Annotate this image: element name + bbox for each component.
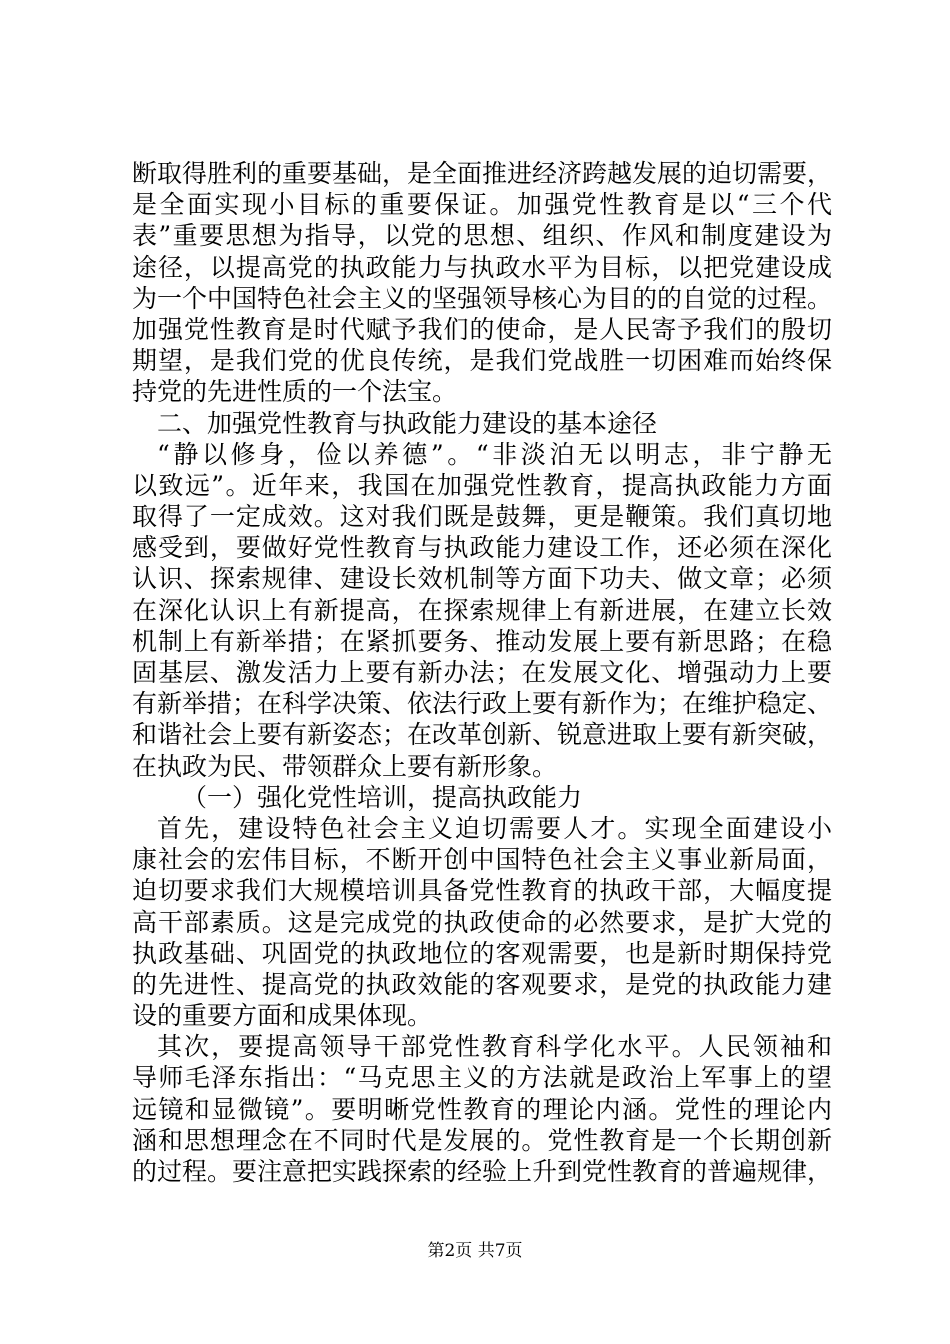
text-line: 以致远”。近年来，我国在加强党性教育，提高执政能力方面 bbox=[132, 470, 832, 500]
page-number-footer: 第2页 共7页 bbox=[427, 1241, 523, 1261]
text-line: 远镜和显微镜”。要明晰党性教育的理论内涵。党性的理论内 bbox=[132, 1094, 832, 1124]
text-line: 途径，以提高党的执政能力与执政水平为目标，以把党建设成 bbox=[132, 252, 832, 282]
text-line: 持党的先进性质的一个法宝。 bbox=[132, 377, 458, 407]
text-line: 其次，要提高领导干部党性教育科学化水平。人民领袖和 bbox=[157, 1032, 832, 1062]
subsection-heading: （一）强化党性培训，提高执政能力 bbox=[182, 782, 583, 812]
text-line: 认识、探索规律、建设长效机制等方面下功夫、做文章；必须 bbox=[132, 564, 832, 594]
text-line: 和谐社会上要有新姿态；在改革创新、锐意进取上要有新突破， bbox=[132, 720, 832, 750]
text-line: 为一个中国特色社会主义的坚强领导核心为目的的自觉的过程。 bbox=[132, 283, 832, 313]
section-heading: 二、加强党性教育与执政能力建设的基本途径 bbox=[157, 408, 658, 438]
text-line: 断取得胜利的重要基础，是全面推进经济跨越发展的迫切需要， bbox=[132, 159, 832, 188]
text-line: 固基层、激发活力上要有新办法；在发展文化、增强动力上要 bbox=[132, 658, 832, 687]
text-line: 首先，建设特色社会主义迫切需要人才。实现全面建设小 bbox=[157, 813, 832, 843]
text-line: 高干部素质。这是完成党的执政使命的必然要求，是扩大党的 bbox=[132, 907, 832, 937]
text-line: 的先进性、提高党的执政效能的客观要求，是党的执政能力建 bbox=[132, 969, 832, 999]
text-line: 取得了一定成效。这对我们既是鼓舞，更是鞭策。我们真切地 bbox=[132, 502, 832, 532]
text-line: 有新举措；在科学决策、依法行政上要有新作为；在维护稳定、 bbox=[132, 689, 832, 719]
text-line: 的过程。要注意把实践探索的经验上升到党性教育的普遍规律， bbox=[132, 1157, 832, 1186]
text-line: 涵和思想理念在不同时代是发展的。党性教育是一个长期创新 bbox=[132, 1125, 832, 1155]
text-line: 在执政为民、带领群众上要有新形象。 bbox=[132, 751, 558, 781]
body-text bbox=[132, 158, 832, 1187]
text-line: 表”重要思想为指导，以党的思想、组织、作风和制度建设为 bbox=[132, 221, 832, 251]
text-line: 机制上有新举措；在紧抓要务、推动发展上要有新思路；在稳 bbox=[132, 626, 832, 656]
text-line: 导师毛泽东指出：“马克思主义的方法就是政治上军事上的望 bbox=[132, 1063, 832, 1093]
text-line: 是全面实现小目标的重要保证。加强党性教育是以“三个代 bbox=[132, 190, 832, 220]
text-line: 康社会的宏伟目标，不断开创中国特色社会主义事业新局面， bbox=[132, 845, 832, 875]
text-line: 在深化认识上有新提高，在探索规律上有新进展，在建立长效 bbox=[132, 595, 832, 625]
text-line: 设的重要方面和成果体现。 bbox=[132, 1001, 433, 1031]
text-line: 迫切要求我们大规模培训具备党性教育的执政干部，大幅度提 bbox=[132, 876, 832, 906]
text-line: 执政基础、巩固党的执政地位的客观需要，也是新时期保持党 bbox=[132, 938, 832, 968]
text-line: 加强党性教育是时代赋予我们的使命，是人民寄予我们的殷切 bbox=[132, 314, 832, 344]
text-line: 感受到，要做好党性教育与执政能力建设工作，还必须在深化 bbox=[132, 533, 832, 563]
text-line: “静以修身，俭以养德”。“非淡泊无以明志，非宁静无 bbox=[157, 439, 832, 469]
text-line: 期望，是我们党的优良传统，是我们党战胜一切困难而始终保 bbox=[132, 346, 832, 376]
